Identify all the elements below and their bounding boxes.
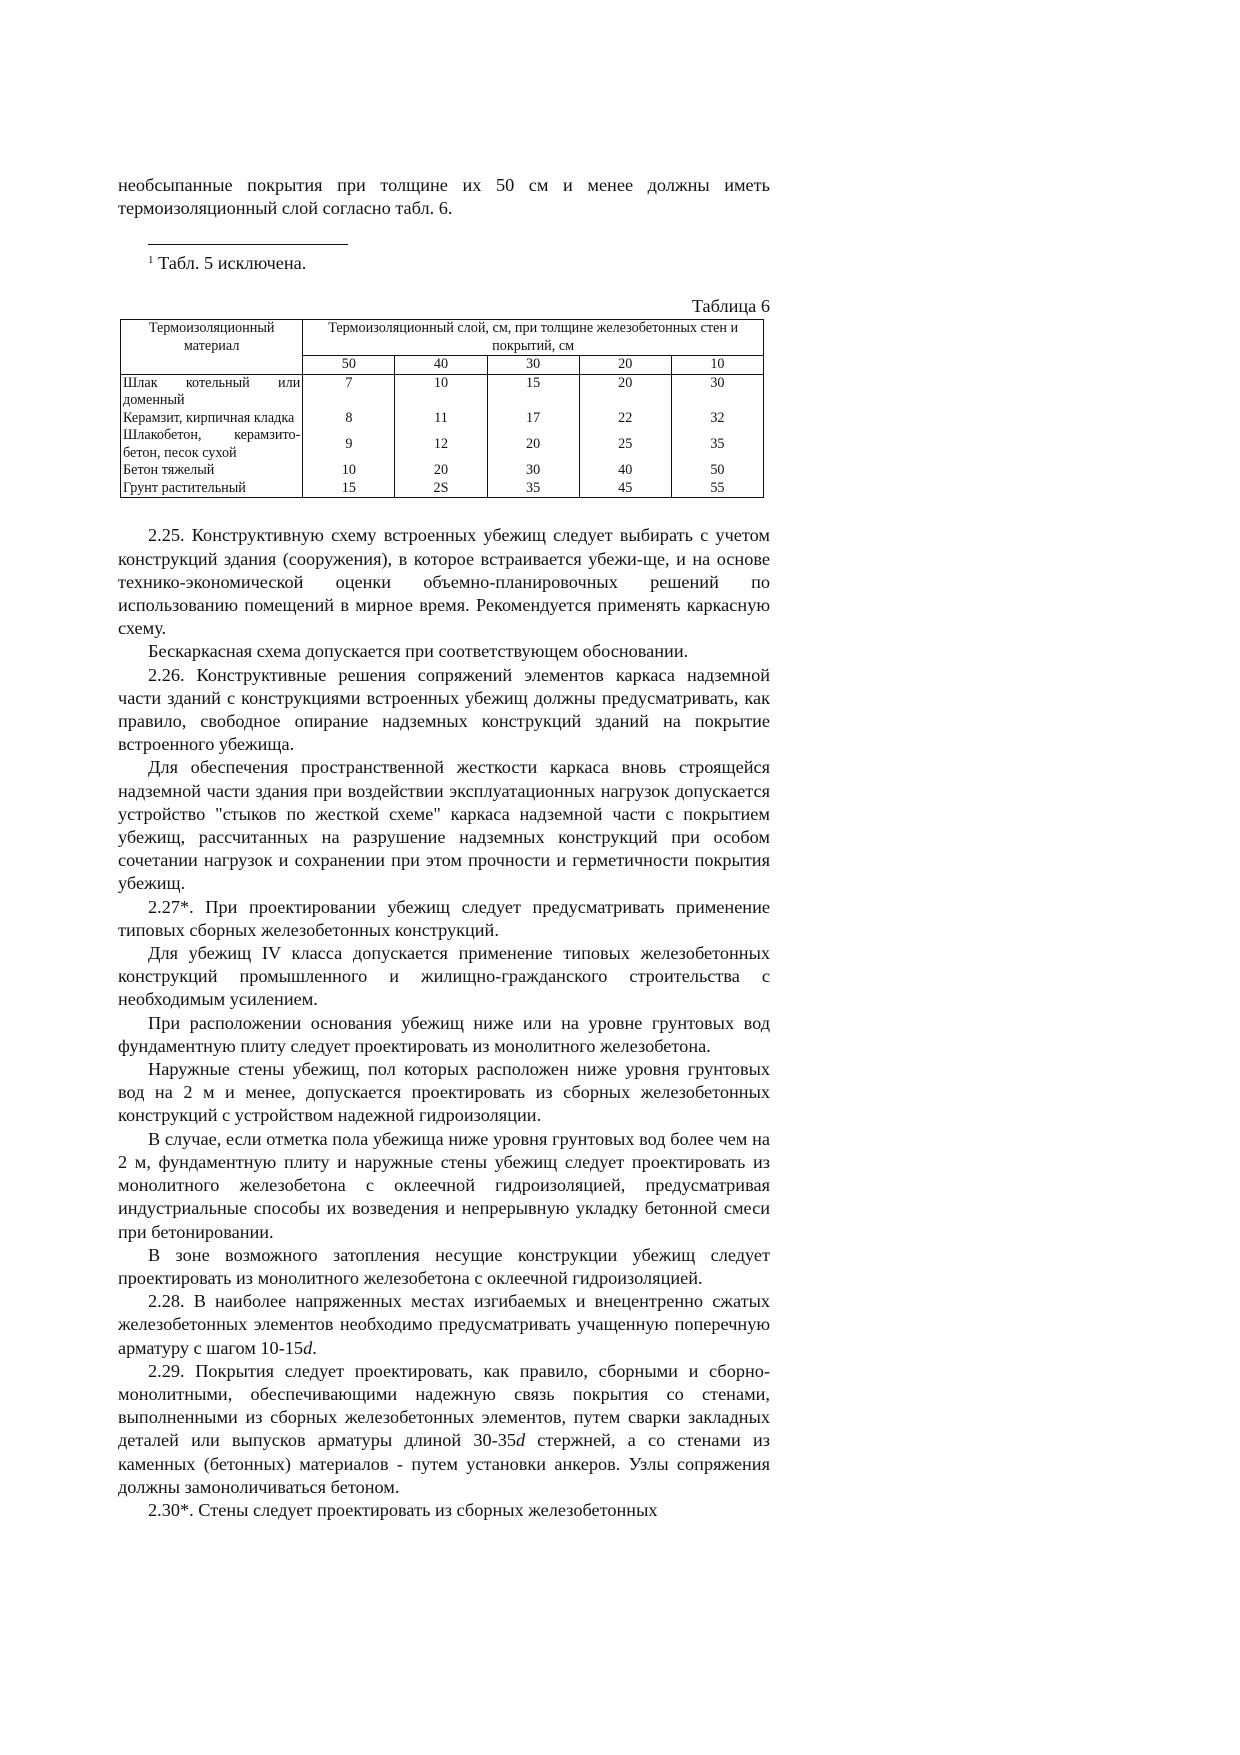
thickness-cell: 10 — [671, 356, 763, 375]
footnote-text: Табл. 5 исключена. — [158, 253, 307, 274]
table-row — [121, 462, 764, 480]
value-cell: 10 — [303, 462, 395, 480]
value-cell: 22 — [579, 410, 671, 428]
value-cell: 20 — [579, 374, 671, 410]
paragraph: Бескаркасная схема допускается при соответствующем обосновании. — [148, 641, 689, 662]
thickness-cell: 20 — [579, 356, 671, 375]
value-cell: 30 — [487, 462, 579, 480]
paragraph: Наружные стены убежищ, пол которых расположен ниже уровня грунтовых вод на 2 м и менее, допускается проектировать из сборных железобетонных конструкций с устройством надежной гидроизоляции. — [118, 1059, 770, 1126]
value-cell: 15 — [487, 374, 579, 410]
material-cell: Шлакобетон, керамзито-бетон, песок сухой — [121, 427, 303, 462]
table-header-row — [121, 320, 764, 356]
intro-paragraph: необсыпанные покрытия при толщине их 50 см и менее должны иметь термоизоляционный слой согласно табл. 6. — [118, 175, 770, 219]
footnote-rule — [148, 244, 348, 245]
paragraph-2-27: 2.27*. При проектировании убежищ следует предусматривать применение типовых сборных железобетонных конструкций. — [118, 896, 770, 940]
value-cell: 10 — [395, 374, 487, 410]
material-cell: Керамзит, кирпичная кладка — [121, 410, 303, 428]
value-cell: 45 — [579, 480, 671, 498]
material-cell: Шлак котельный или доменный — [121, 374, 303, 410]
paragraph-text: . — [312, 1337, 317, 1358]
paragraph: При расположении основания убежищ ниже или на уровне грунтовых вод фундаментную плиту следует проектировать из монолитного железобетона. — [118, 1012, 770, 1056]
thickness-cell: 50 — [303, 356, 395, 375]
value-cell: 20 — [487, 427, 579, 462]
value-cell: 9 — [303, 427, 395, 462]
value-cell: 50 — [671, 462, 763, 480]
paragraph-2-30: 2.30*. Стены следует проектировать из сборных железобетонных — [148, 1499, 658, 1520]
paragraph-text: 2.29. Покрытия следует проектировать, как правило, сборными и сборно-монолитными, обеспечивающими надежную связь покрытия со стенами, выполненными из сборных железобетонных элементов, путем сварки закладных деталей или выпусков арматуры длиной 30-35 — [118, 1360, 770, 1451]
header-layer: Термоизоляционный слой, см, при толщине железобетонных стен и покрытий, см — [303, 320, 764, 356]
table-row — [121, 374, 764, 410]
value-cell: 12 — [395, 427, 487, 462]
value-cell: 11 — [395, 410, 487, 428]
value-cell: 2S — [395, 480, 487, 498]
footnote-mark: 1 — [148, 254, 154, 267]
value-cell: 35 — [671, 427, 763, 462]
paragraph-2-26: 2.26. Конструктивные решения сопряжений элементов каркаса надземной части зданий с конструкциями встроенных убежищ должны предусматривать, как правило, свободное опирание надземных конструкций зданий на покрытие встроенного убежища. — [118, 664, 770, 755]
value-cell: 8 — [303, 410, 395, 428]
thickness-cell: 40 — [395, 356, 487, 375]
value-cell: 15 — [303, 480, 395, 498]
italic-symbol: d — [516, 1430, 526, 1451]
table-row — [121, 410, 764, 428]
italic-symbol: d — [303, 1337, 313, 1358]
table-row — [121, 480, 764, 498]
table-caption: Таблица 6 — [691, 296, 770, 317]
value-cell: 30 — [671, 374, 763, 410]
material-cell: Бетон тяжелый — [121, 462, 303, 480]
insulation-table — [120, 319, 764, 498]
value-cell: 17 — [487, 410, 579, 428]
paragraph: Для убежищ IV класса допускается применение типовых железобетонных конструкций промышленного и жилищно-гражданского строительства с необходимым усилением. — [118, 943, 770, 1010]
paragraph-2-25: 2.25. Конструктивную схему встроенных убежищ следует выбирать с учетом конструкций здания (сооружения), в которое встраивается убежи-ще, и на основе технико-экономической оценки объемно-планировочных решений по использованию помещений в мирное время. Рекомендуется применять каркасную схему. — [118, 525, 770, 639]
paragraph: В случае, если отметка пола убежища ниже уровня грунтовых вод более чем на 2 м, фундаментную плиту и наружные стены убежищ следует проектировать из монолитного железобетона с оклеечной гидроизоляцией, предусматривая индустриальные способы их возведения и непрерывную укладку бетонной смеси при бетонировании. — [118, 1128, 770, 1242]
value-cell: 55 — [671, 480, 763, 498]
value-cell: 40 — [579, 462, 671, 480]
paragraph-2-28 — [118, 1290, 770, 1360]
paragraph: Для обеспечения пространственной жесткости каркаса вновь строящейся надземной части здания при воздействии эксплуатационных нагрузок допускается устройство "стыков по жесткой схеме" каркаса надземной части с покрытием убежищ, рассчитанных на разрушение надземных конструкций при особом сочетании нагрузок и сохранении при этом прочности и герметичности покрытия убежищ. — [118, 757, 770, 894]
footnote — [148, 249, 770, 275]
table-row — [121, 427, 764, 462]
value-cell: 25 — [579, 427, 671, 462]
material-cell: Грунт растительный — [121, 480, 303, 498]
paragraph-text: стержней, а со стенами из каменных (бетонных) материалов - путем установки анкеров. Узлы сопряжения должны замоноличиваться бетоном. — [118, 1430, 770, 1497]
body-text — [118, 524, 770, 1522]
value-cell: 35 — [487, 480, 579, 498]
paragraph: В зоне возможного затопления несущие конструкции убежищ следует проектировать из монолитного железобетона с оклеечной гидроизоляцией. — [118, 1244, 770, 1288]
value-cell: 7 — [303, 374, 395, 410]
document-page — [118, 174, 770, 1522]
value-cell: 32 — [671, 410, 763, 428]
header-material: Термоизоляционный материал — [121, 320, 303, 375]
value-cell: 20 — [395, 462, 487, 480]
paragraph-text: 2.28. В наиболее напряженных местах изгибаемых и внецентренно сжатых железобетонных элементов необходимо предусматривать учащенную поперечную арматуру с шагом 10-15 — [118, 1291, 770, 1358]
paragraph-2-29 — [118, 1360, 770, 1499]
thickness-cell: 30 — [487, 356, 579, 375]
